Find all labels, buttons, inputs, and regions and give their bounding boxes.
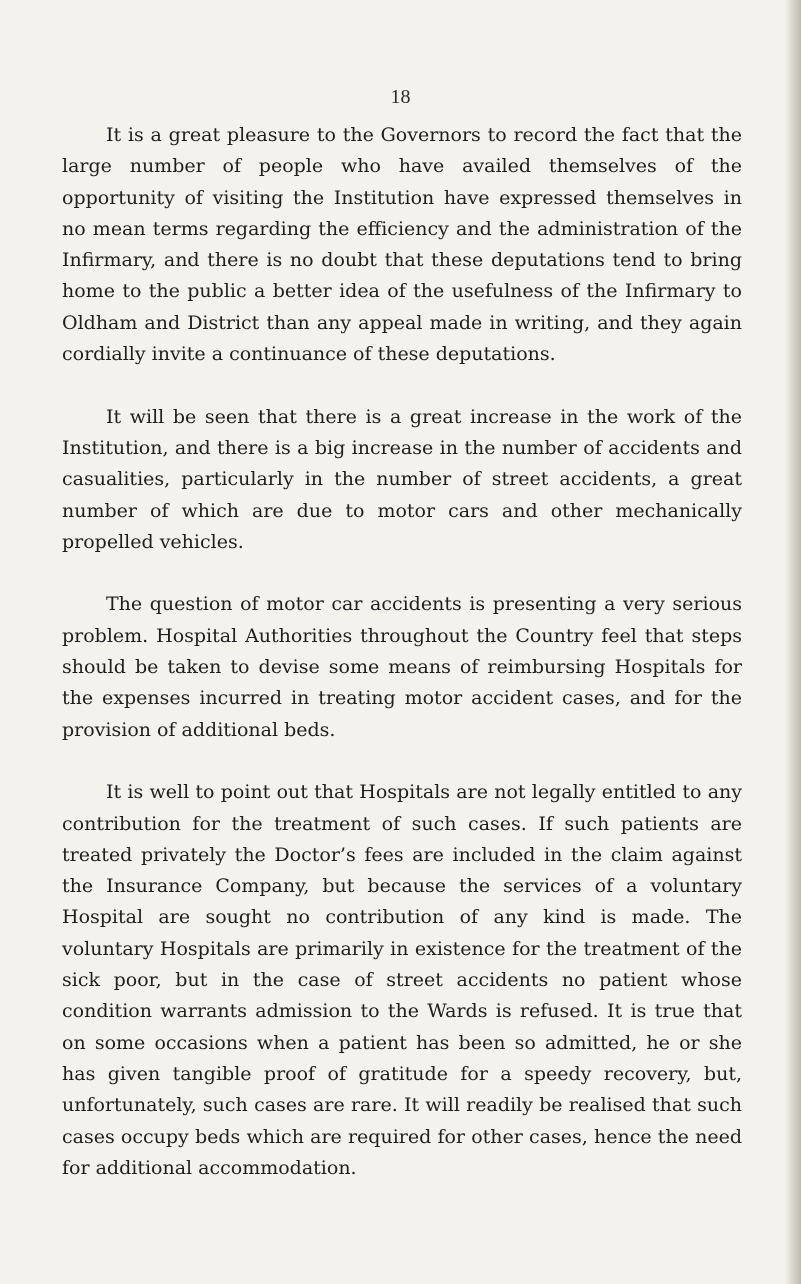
page-edge-shadow: [785, 0, 801, 1284]
body-text: [62, 120, 742, 1184]
paragraph-motor-car-accidents: The question of motor car accidents is presenting a very serious problem. Hospital Authorities throughout the Country feel that steps should be taken to devise some means of reimbursing Hospitals for the expenses incurred in treating motor accident cases, and for the provision of additional beds.: [62, 593, 742, 741]
paragraph-increase-in-work: It will be seen that there is a great increase in the work of the Institution, and there is a big increase in the number of accidents and casualities, particularly in the number of street accidents, a great number of which are due to motor cars and other mechanically propelled vehicles.: [62, 405, 742, 553]
paragraph-contribution-for-treatment: It is well to point out that Hospitals are not legally entitled to any contribution for the treatment of such cases. If such patients are treated privately the Doctor’s fees are included in the claim against the Insurance Company, but because the services of a voluntary Hospital are sought no contribution of any kind is made. The voluntary Hospitals are primarily in existence for the treatment of the sick poor, but in the case of street accidents no patient whose condition warrants admission to the Wards is refused. It is true that on some occasions when a patient has been so admitted, he or she has given tangible proof of gratitude for a speedy recovery, but, unfortunately, such cases are rare. It will readily be realised that such cases occupy beds which are required for other cases, hence the need for additional accommodation.: [62, 781, 742, 1179]
page-number: 18: [390, 86, 411, 108]
paragraph-deputations: It is a great pleasure to the Governors to record the fact that the large number of people who have availed themselves of the opportunity of visiting the Institution have expressed themselves in no mean terms regarding the efficiency and the administration of the Infirmary, and there is no doubt that these deputations tend to bring home to the public a better idea of the usefulness of the Infirmary to Oldham and District than any appeal made in writing, and they again cordially invite a continuance of these deputations.: [62, 124, 742, 366]
